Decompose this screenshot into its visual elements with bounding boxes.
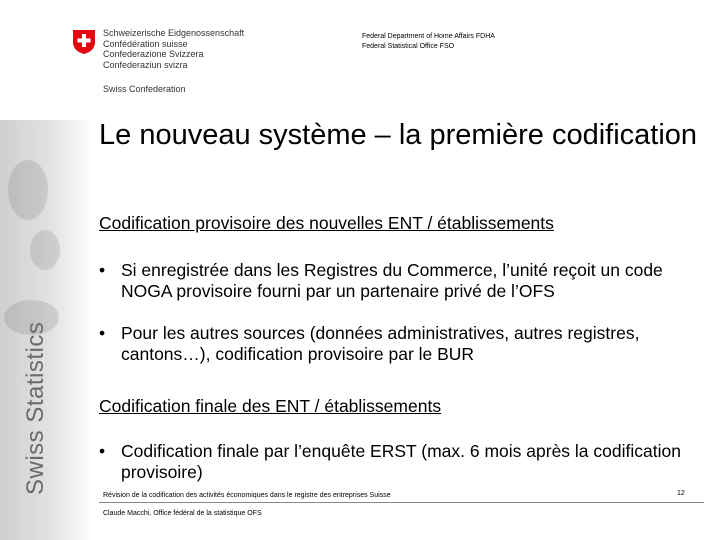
office-name: Federal Statistical Office FSO [362, 43, 455, 50]
bullet-text: Pour les autres sources (données administratives, autres registres, cantons…), codification provisoire par le BUR [121, 323, 640, 364]
confederation-names [103, 28, 244, 95]
confederation-de: Schweizerische Eidgenossenschaft [103, 28, 245, 38]
confederation-rm: Confederaziun svizra [103, 59, 188, 70]
sidebar-brand: Swiss Statistics [22, 321, 49, 495]
bullet-text: Si enregistrée dans les Registres du Commerce, l’unité reçoit un code NOGA provisoire fourni par un partenaire privé de l’OFS [121, 260, 663, 301]
section-heading-final: Codification finale des ENT / établissements [99, 396, 442, 416]
list-item [99, 323, 714, 365]
footer-subtitle: Révision de la codification des activités économiques dans le registre des entreprises Suisse [103, 492, 391, 499]
department-name: Federal Department of Home Affairs FDHA [362, 33, 495, 40]
bullet-icon: • [99, 323, 106, 343]
bullet-icon: • [99, 260, 106, 280]
bullet-icon: • [99, 441, 106, 461]
page-number: 12 [677, 490, 685, 497]
confederation-en: Swiss Confederation [103, 84, 186, 94]
section-heading-provisional: Codification provisoire des nouvelles ENT / établissements [99, 213, 554, 233]
swiss-cross-shield-icon [72, 29, 96, 55]
list-item [99, 441, 714, 483]
list-item [99, 260, 714, 302]
department-block [362, 32, 495, 52]
confederation-it: Confederazione Svizzera [103, 49, 204, 59]
footer-divider [99, 502, 704, 503]
slide-title: Le nouveau système – la première codification [99, 119, 698, 151]
confederation-fr: Confédération suisse [103, 38, 188, 49]
bullet-text: Codification finale par l’enquête ERST (max. 6 mois après la codification provisoire) [121, 441, 681, 482]
footer-author: Claude Macchi, Office fédéral de la statistique OFS [103, 510, 262, 517]
